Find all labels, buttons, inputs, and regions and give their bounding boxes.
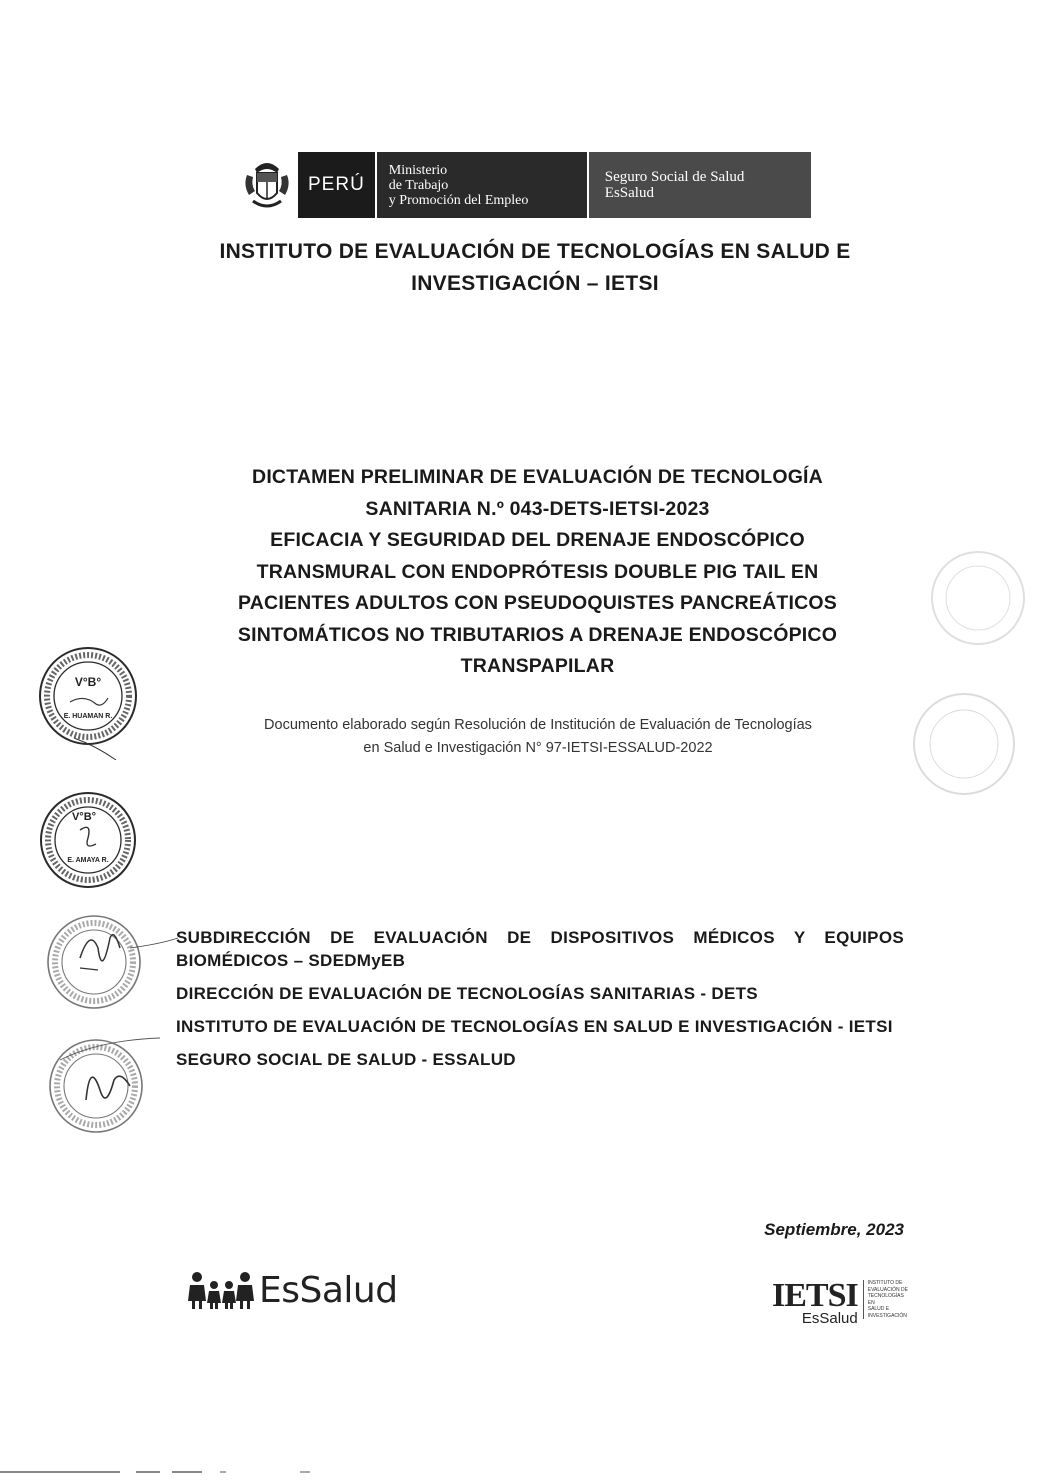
ietsi-side-line: SALUD E [867,1306,890,1312]
dictamen-line: EFICACIA Y SEGURIDAD DEL DRENAJE ENDOSCÓPICO [270,529,805,551]
stamp-label: V°B° [74,675,102,689]
document-date: Septiembre, 2023 [764,1220,904,1239]
dictamen-line: SANITARIA N.º 043-DETS-IETSI-2023 [365,497,710,520]
agency-line-2: EsSalud [604,185,654,201]
organizations-list [176,926,904,1081]
approval-stamp [40,908,180,1025]
ministry-line-1: Ministerio [388,162,448,178]
approval-stamp [36,788,142,899]
ietsi-side-line: INVESTIGACIÓN [867,1312,907,1319]
agency-label [589,152,811,218]
institute-title [140,236,930,300]
coat-of-arms-icon [236,152,298,218]
ministry-line-2: de Trabajo [388,177,449,193]
ietsi-side-line: INSTITUTO DE [867,1280,903,1286]
organization-item: DIRECCIÓN DE EVALUACIÓN DE TECNOLOGÍAS SANITARIAS - DETS [176,984,758,1003]
dictamen-line: DICTAMEN PRELIMINAR DE EVALUACIÓN DE TECNOLOGÍA [252,466,823,488]
ietsi-logo [772,1277,910,1327]
ministry-label [377,152,589,218]
dictamen-title [150,462,925,683]
ietsi-wordmark: IETSI [772,1277,858,1314]
approval-stamp [40,1030,180,1147]
ministry-line-3: y Promoción del Empleo [388,192,529,208]
agency-line-1: Seguro Social de Salud [604,169,745,185]
resolution-line: Documento elaborado según Resolución de Institución de Evaluación de Tecnologías [264,717,812,733]
resolution-line: en Salud e Investigación N° 97-IETSI-ESSALUD-2022 [363,740,713,756]
ietsi-side-text [863,1280,910,1319]
government-logo-bar [236,152,811,218]
scan-edge-marks [0,1470,330,1474]
stamp-name: E. HUAMAN R. [63,713,113,720]
ietsi-side-line: TECNOLOGÍAS EN [867,1293,904,1306]
organization-item: INSTITUTO DE EVALUACIÓN DE TECNOLOGÍAS EN SALUD E INVESTIGACIÓN - IETSI [176,1017,893,1036]
essalud-logo [187,1270,398,1311]
dictamen-line: TRANSPAPILAR [460,655,615,677]
resolution-note [168,714,908,760]
faint-stamp [910,688,1020,805]
dictamen-line: PACIENTES ADULTOS CON PSEUDOQUISTES PANCREÁTICOS [238,592,837,614]
organization-item: SEGURO SOCIAL DE SALUD - ESSALUD [176,1050,516,1069]
approval-stamp [36,642,142,765]
dictamen-line: TRANSMURAL CON ENDOPRÓTESIS DOUBLE PIG TAIL EN [256,560,819,583]
stamp-name: E. AMAYA R. [67,857,109,864]
faint-stamp [928,548,1028,653]
ietsi-side-line: EVALUACIÓN DE [867,1286,908,1293]
essalud-wordmark: EsSalud [259,1270,398,1311]
ietsi-subwordmark: EsSalud [801,1310,858,1327]
stamp-label: V°B° [71,811,97,823]
dictamen-line: SINTOMÁTICOS NO TRIBUTARIOS A DRENAJE ENDOSCÓPICO [237,623,838,646]
peru-label: PERÚ [298,152,377,218]
institute-title-line: INVESTIGACIÓN – IETSI [411,272,659,295]
family-figures-icon [187,1271,255,1311]
institute-title-line: INSTITUTO DE EVALUACIÓN DE TECNOLOGÍAS EN SALUD E [219,240,851,263]
organization-item: SUBDIRECCIÓN DE EVALUACIÓN DE DISPOSITIVOS MÉDICOS Y EQUIPOS BIOMÉDICOS – SDEDMyEB [176,928,904,970]
